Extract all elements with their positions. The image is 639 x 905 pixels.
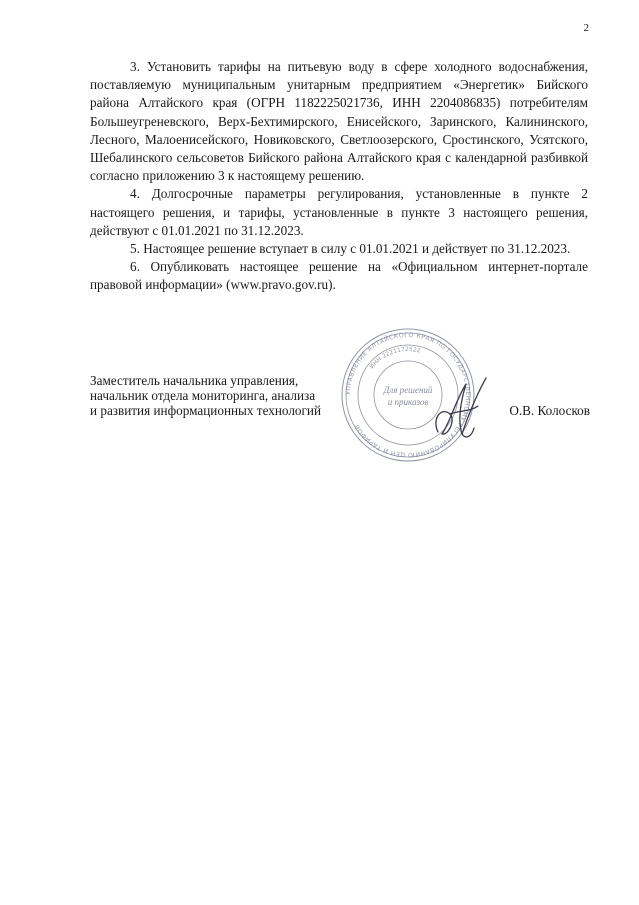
signatory-position xyxy=(90,373,321,418)
document-body xyxy=(90,58,588,295)
signature-block xyxy=(90,373,590,453)
stamp-inner-text-1: Для решений xyxy=(383,385,433,395)
stamp-inn-text: ИНН 2221172522 xyxy=(368,345,422,371)
page-number: 2 xyxy=(583,22,589,34)
svg-text:ИНН 2221172522 xyxy=(368,346,421,370)
position-line-2: начальник отдела мониторинга, анализа xyxy=(90,388,316,403)
position-line-3: и развития информационных технологий xyxy=(90,403,322,418)
stamp-outer-text: УПРАВЛЕНИЕ АЛТАЙСКОГО КРАЯ ПО ГОСУДАРСТВЕННОМУ РЕГУЛИРОВАНИЮ ЦЕН И ТАРИФОВ xyxy=(344,331,472,459)
paragraph-6: 6. Опубликовать настоящее решение на «Официальном интернет-портале правовой информации» (www.pravo.gov.ru). xyxy=(90,259,588,293)
position-line-1: Заместитель начальника управления, xyxy=(90,373,299,388)
paragraph-4: 4. Долгосрочные параметры регулирования, установленные в пункте 2 настоящего решения, и тарифы, установленные в пункте 3 настоящего решения, действуют с 01.01.2021 по 31.12.2023. xyxy=(90,186,588,238)
handwritten-signature xyxy=(420,370,500,450)
paragraph-5: 5. Настоящее решение вступает в силу с 01.01.2021 и действует по 31.12.2023. xyxy=(130,241,571,257)
paragraph-3: 3. Установить тарифы на питьевую воду в сфере холодного водоснабжения, поставляемую муниципальным унитарным предприятием «Энергетик» Бийского района Алтайского края (ОГРН 1182225021736, ИНН 2204086835) потребителям Большеугреневского, Верх-Бехтимирского, Енисейского, Заринского, Калининского, Лесного, Малоенисейского, Новиковского, Светлоозерского, Сростинского, Усятского, Шебалинского сельсоветов Бийского района Алтайского края с календарной разбивкой согласно приложению 3 к настоящему решению. xyxy=(90,59,588,184)
stamp-inner-text-2: и приказов xyxy=(387,397,429,407)
signatory-name: О.В. Колосков xyxy=(509,403,590,418)
